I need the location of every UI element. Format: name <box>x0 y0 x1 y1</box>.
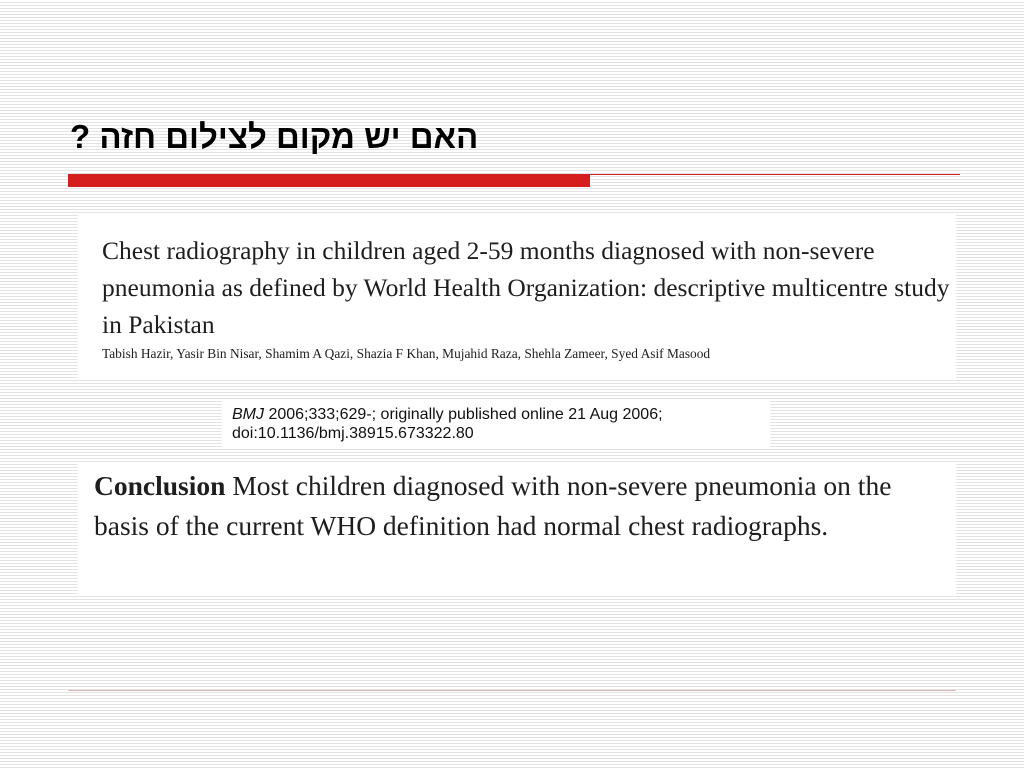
citation-clipping <box>222 400 770 448</box>
citation-details: 2006;333;629-; originally published online 21 Aug 2006; <box>264 406 663 423</box>
paper-authors: Tabish Hazir, Yasir Bin Nisar, Shamim A Qazi, Shazia F Khan, Mujahid Raza, Shehla Zameer, Syed Asif Masood <box>102 346 711 361</box>
title-accent-bar <box>68 174 590 187</box>
paper-title: Chest radiography in children aged 2-59 months diagnosed with non-severe pneumonia as defined by World Health Organization: descriptive multicentre study in Pakistan <box>102 236 950 339</box>
citation-doi: doi:10.1136/bmj.38915.673322.80 <box>232 425 474 442</box>
conclusion-paragraph <box>94 466 944 546</box>
conclusion-clipping <box>78 462 956 596</box>
conclusion-lead: Conclusion <box>94 470 226 501</box>
citation-text <box>232 405 772 443</box>
citation-journal: BMJ <box>232 406 264 423</box>
conclusion-body: Most children diagnosed with non-severe pneumonia on the basis of the current WHO definition had normal chest radiographs. <box>94 470 892 541</box>
slide-title: האם יש מקום לצילום חזה ? <box>70 118 479 155</box>
paper-header-clipping <box>78 214 956 380</box>
footer-divider <box>68 690 956 691</box>
title-accent-line <box>590 174 960 175</box>
